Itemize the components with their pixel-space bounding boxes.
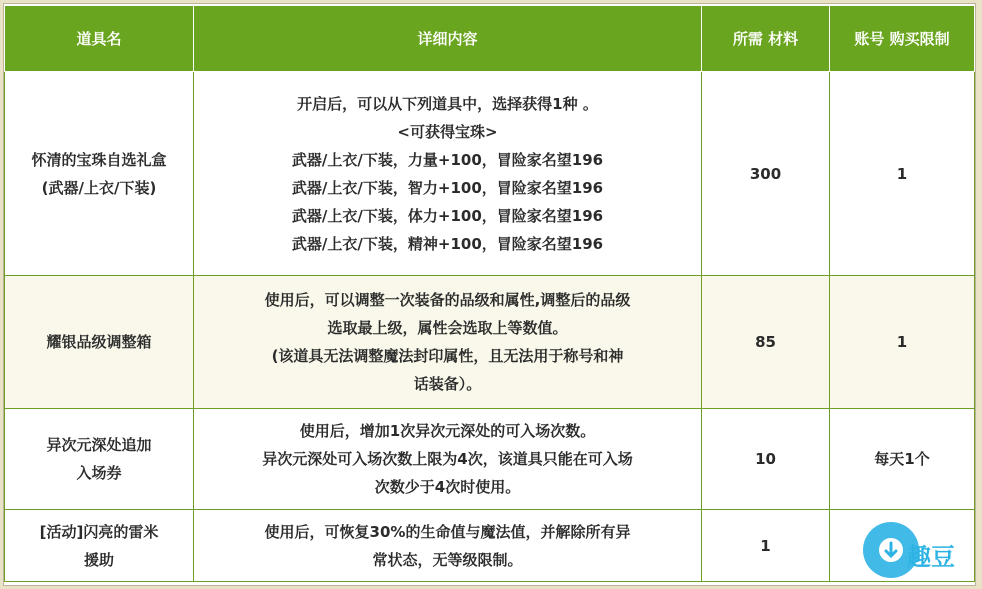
item-limit-cell: 1 <box>830 276 975 409</box>
header-row <box>5 6 975 72</box>
watermark-logo <box>859 515 974 585</box>
item-material-cell: 300 <box>702 72 830 276</box>
header-material: 所需 材料 <box>702 6 830 72</box>
item-name-cell: 怀清的宝珠自选礼盒 (武器/上衣/下装) <box>5 72 194 276</box>
watermark-text: 趣豆 <box>907 543 955 571</box>
item-material-cell: 10 <box>702 409 830 510</box>
item-detail-cell: 开启后，可以从下列道具中，选择获得1种 。 <可获得宝珠> 武器/上衣/下装，力量+100，冒险家名望196 武器/上衣/下装，智力+100，冒险家名望196 武器/上衣/下装，体力+100，冒险家名望196 武器/上衣/下装，精神+100，冒险家名望196 <box>194 72 702 276</box>
item-detail-cell: 使用后，增加1次异次元深处的可入场次数。 异次元深处可入场次数上限为4次，该道具只能在可入场 次数少于4次时使用。 <box>194 409 702 510</box>
item-name-cell: [活动]闪亮的雷米 援助 <box>5 510 194 582</box>
item-detail-cell: 使用后，可以调整一次装备的品级和属性,调整后的品级 选取最上级，属性会选取上等数值。 (该道具无法调整魔法封印属性，且无法用于称号和神 话装备）。 <box>194 276 702 409</box>
header-limit: 账号 购买限制 <box>830 6 975 72</box>
item-limit-cell: 每天1个 <box>830 409 975 510</box>
item-material-cell: 1 <box>702 510 830 582</box>
header-detail: 详细内容 <box>194 6 702 72</box>
table-row <box>5 409 975 510</box>
item-name-cell: 耀银品级调整箱 <box>5 276 194 409</box>
header-name: 道具名 <box>5 6 194 72</box>
table-row <box>5 72 975 276</box>
table-row <box>5 510 975 582</box>
item-table <box>4 5 975 582</box>
item-material-cell: 85 <box>702 276 830 409</box>
table-row <box>5 276 975 409</box>
item-detail-cell: 使用后，可恢复30%的生命值与魔法值，并解除所有异 常状态，无等级限制。 <box>194 510 702 582</box>
item-name-cell: 异次元深处追加 入场券 <box>5 409 194 510</box>
item-limit-cell: 1 <box>830 72 975 276</box>
